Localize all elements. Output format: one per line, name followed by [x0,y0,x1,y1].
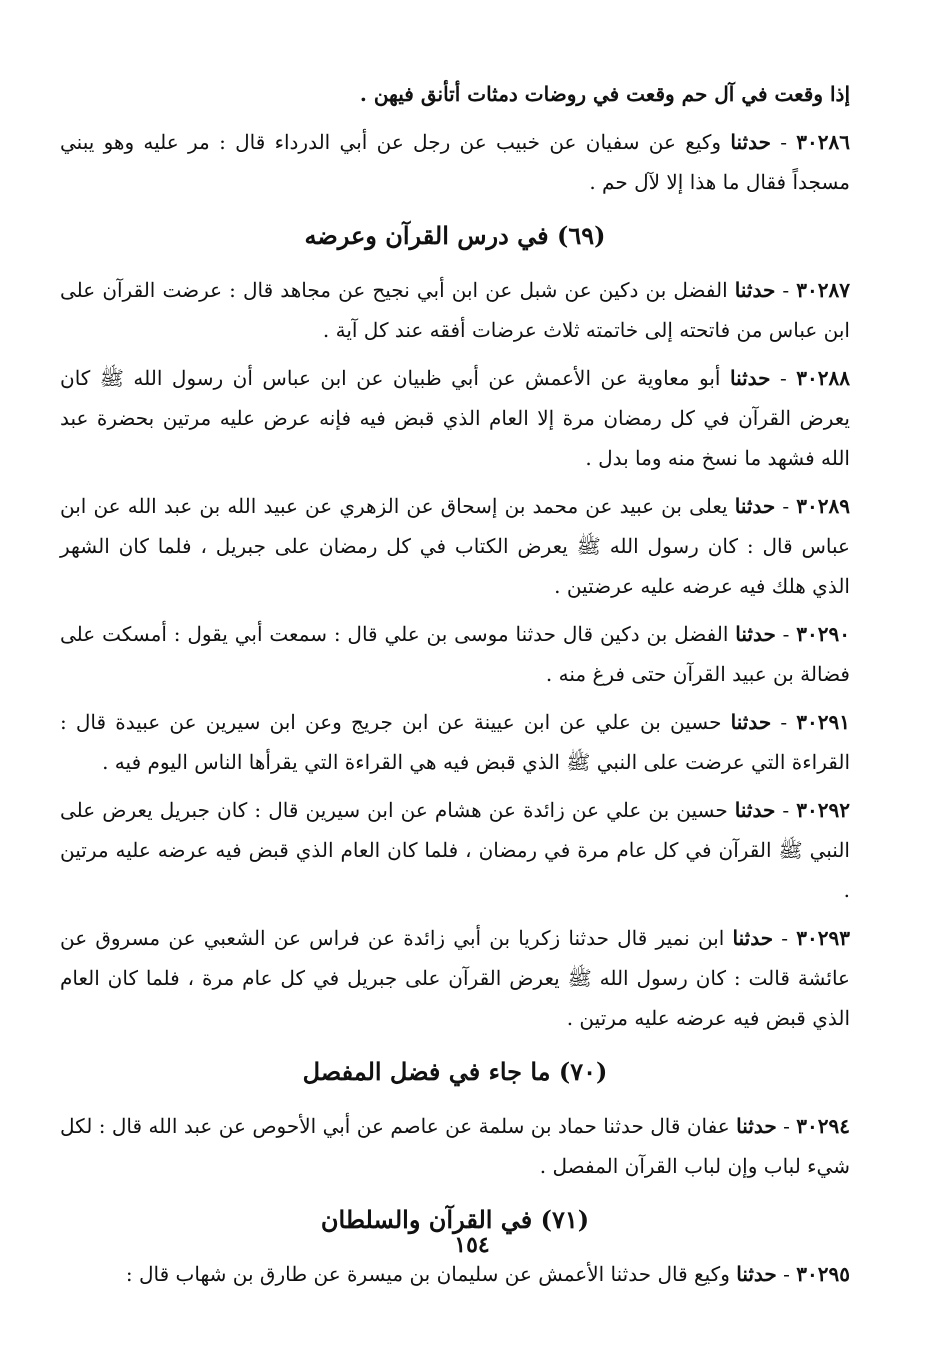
hadith-number: ٣٠٢٨٩ [796,494,851,518]
hadith-opening: حدثنا [730,130,771,154]
hadith-number: ٣٠٢٩٠ [796,622,850,646]
hadith-number: ٣٠٢٩٢ [796,798,850,822]
hadith-number: ٣٠٢٨٨ [796,366,850,390]
hadith-text: الفضل بن دكين عن شبل عن ابن أبي نجيح عن مجاهد قال : عرضت القرآن على ابن عباس من فاتحته إلى خاتمته ثلاث عرضات أفقه عند كل آية . [60,278,850,342]
page-number: ١٥٤ [454,1232,490,1258]
hadith-opening: حدثنا [730,710,772,734]
hadith-text: حسين بن علي عن زائدة عن هشام عن ابن سيرين قال : كان جبريل يعرض على النبي ﷺ القرآن في كل عام مرة في رمضان ، فلما كان العام الذي قبض فيه عرضه عليه مرتين . [60,798,850,902]
hadith-text: أبو معاوية عن الأعمش عن أبي ظبيان عن ابن عباس أن رسول الله ﷺ كان يعرض القرآن في كل رمضان مرة إلا العام الذي قبض فيه فإنه عرض عليه مرتين بحضرة عبد الله فشهد ما نسخ منه وما بدل . [60,366,850,470]
hadith-paragraph: ٣٠٢٩٠ - حدثنا الفضل بن دكين قال حدثنا موسى بن علي قال : سمعت أبي يقول : أمسكت على فضالة بن عبيد القرآن حتى فرغ منه . [60,622,850,686]
hadith-text: وكيع قال حدثنا الأعمش عن سليمان بن ميسرة عن طارق بن شهاب قال : [125,1262,730,1286]
hadith-paragraph: ٣٠٢٩١ - حدثنا حسين بن علي عن ابن عيينة عن ابن جريج وعن ابن سيرين عن عبيدة قال : القراءة التي عرضت على النبي ﷺ الذي قبض فيه هي القراءة التي يقرأها الناس اليوم فيه . [60,710,850,774]
hadith-text: الفضل بن دكين قال حدثنا موسى بن علي قال : سمعت أبي يقول : أمسكت على فضالة بن عبيد القرآن حتى فرغ منه . [60,622,850,686]
section-heading: (٧١) في القرآن والسلطان [320,1205,590,1234]
page-content [60,74,850,1302]
hadith-paragraph: ٣٠٢٩٥ - حدثنا وكيع قال حدثنا الأعمش عن سليمان بن ميسرة عن طارق بن شهاب قال : [125,1262,850,1286]
hadith-number: ٣٠٢٨٦ [796,130,850,154]
hadith-number: ٣٠٢٩١ [796,710,850,734]
hadith-opening: حدثنا [736,1262,777,1286]
hadith-opening: حدثنا [735,622,776,646]
blocks-container [60,122,850,1294]
hadith-opening: حدثنا [734,278,776,302]
hadith-text: يعلى بن عبيد عن محمد بن إسحاق عن الزهري عن عبيد الله بن عبد الله عن ابن عباس قال : كان رسول الله ﷺ يعرض الكتاب في كل رمضان على جبريل ، فلما كان الشهر الذي هلك فيه عرضه عليه عرضتين . [60,494,850,598]
hadith-paragraph: ٣٠٢٨٦ - حدثنا وكيع عن سفيان عن خبيب عن رجل عن أبي الدرداء قال : مر عليه وهو يبني مسجداً فقال ما هذا إلا لآل حم . [60,130,850,194]
hadith-number: ٣٠٢٩٣ [796,926,850,950]
hadith-opening: حدثنا [734,798,776,822]
hadith-text: وكيع عن سفيان عن خبيب عن رجل عن أبي الدرداء قال : مر عليه وهو يبني مسجداً فقال ما هذا إلا لآل حم . [60,130,850,194]
hadith-number: ٣٠٢٨٧ [796,278,850,302]
hadith-paragraph: ٣٠٢٨٩ - حدثنا يعلى بن عبيد عن محمد بن إسحاق عن الزهري عن عبيد الله بن عبد الله عن ابن عباس قال : كان رسول الله ﷺ يعرض الكتاب في كل رمضان على جبريل ، فلما كان الشهر الذي هلك فيه عرضه عليه عرضتين . [60,494,851,598]
hadith-opening: حدثنا [729,366,771,390]
section-heading: (٦٩) في درس القرآن وعرضه [304,221,606,250]
hadith-paragraph: ٣٠٢٨٧ - حدثنا الفضل بن دكين عن شبل عن ابن أبي نجيح عن مجاهد قال : عرضت القرآن على ابن عباس من فاتحته إلى خاتمته ثلاث عرضات أفقه عند كل آية . [60,278,850,342]
hadith-number: ٣٠٢٩٤ [796,1114,850,1138]
section-heading: (٧٠) ما جاء في فضل المفصل [302,1057,608,1086]
hadith-paragraph: ٣٠٢٩٣ - حدثنا ابن نمير قال حدثنا زكريا بن أبي زائدة عن فراس عن الشعبي عن مسروق عن عائشة قالت : كان رسول الله ﷺ يعرض القرآن على جبريل في كل عام مرة ، فلما كان العام الذي قبض فيه عرضه عليه مرتين . [60,926,850,1030]
hadith-opening: حدثنا [732,926,774,950]
intro-line: إذا وقعت في آل حم وقعت في روضات دمثات أتأنق فيهن . [359,82,850,106]
hadith-text: حسين بن علي عن ابن عيينة عن ابن جريج وعن ابن سيرين عن عبيدة قال : القراءة التي عرضت على النبي ﷺ الذي قبض فيه هي القراءة التي يقرأها الناس اليوم فيه . [60,710,850,774]
hadith-text: عفان قال حدثنا حماد بن سلمة عن عاصم عن أبي الأحوص عن عبد الله قال : لكل شيء لباب وإن لباب القرآن المفصل . [60,1114,850,1178]
hadith-opening: حدثنا [734,494,776,518]
hadith-paragraph: ٣٠٢٩٢ - حدثنا حسين بن علي عن زائدة عن هشام عن ابن سيرين قال : كان جبريل يعرض على النبي ﷺ القرآن في كل عام مرة في رمضان ، فلما كان العام الذي قبض فيه عرضه عليه مرتين . [60,798,850,902]
hadith-paragraph: ٣٠٢٩٤ - حدثنا عفان قال حدثنا حماد بن سلمة عن عاصم عن أبي الأحوص عن عبد الله قال : لكل شيء لباب وإن لباب القرآن المفصل . [60,1114,850,1178]
hadith-opening: حدثنا [736,1114,777,1138]
hadith-text: ابن نمير قال حدثنا زكريا بن أبي زائدة عن فراس عن الشعبي عن مسروق عن عائشة قالت : كان رسول الله ﷺ يعرض القرآن على جبريل في كل عام مرة ، فلما كان العام الذي قبض فيه عرضه عليه مرتين . [60,926,850,1030]
hadith-paragraph: ٣٠٢٨٨ - حدثنا أبو معاوية عن الأعمش عن أبي ظبيان عن ابن عباس أن رسول الله ﷺ كان يعرض القرآن في كل رمضان مرة إلا العام الذي قبض فيه فإنه عرض عليه مرتين بحضرة عبد الله فشهد ما نسخ منه وما بدل . [60,366,850,470]
hadith-number: ٣٠٢٩٥ [796,1262,850,1286]
